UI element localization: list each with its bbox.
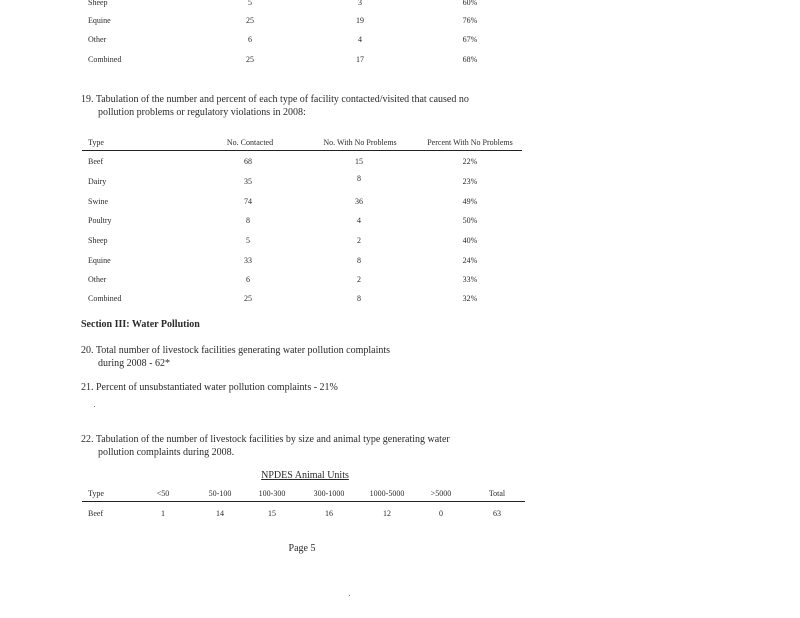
table-row-label: Dairy bbox=[88, 177, 107, 186]
table-cell: 4 bbox=[357, 216, 361, 225]
column-header: No. Contacted bbox=[226, 138, 274, 147]
column-header: No. With No Problems bbox=[323, 138, 397, 147]
table-cell: 25 bbox=[244, 294, 252, 303]
table-row-label: Swine bbox=[88, 197, 108, 206]
column-group-header: NPDES Animal Units bbox=[261, 470, 349, 481]
table-row-label: Poultry bbox=[88, 216, 112, 225]
column-header: Total bbox=[488, 489, 506, 498]
column-header: 50-100 bbox=[208, 489, 232, 498]
scan-speck bbox=[94, 406, 95, 407]
question-22-text-cont: pollution complaints during 2008. bbox=[98, 447, 235, 458]
table-row-label: Combined bbox=[88, 55, 122, 64]
table-cell: 16 bbox=[325, 509, 333, 518]
column-header: <50 bbox=[156, 489, 170, 498]
table-cell: 40% bbox=[462, 236, 478, 245]
table-cell: 6 bbox=[246, 275, 250, 284]
table-cell: 25 bbox=[246, 55, 254, 64]
table-cell: 76% bbox=[462, 16, 478, 25]
table-cell: 3 bbox=[358, 0, 362, 7]
question-19-text-cont: pollution problems or regulatory violations in 2008: bbox=[98, 107, 306, 118]
table-row-label: Other bbox=[88, 275, 107, 284]
table-row-label: Beef bbox=[88, 509, 104, 518]
table-cell: 63 bbox=[493, 509, 501, 518]
table-cell: 32% bbox=[462, 294, 478, 303]
column-header: 1000-5000 bbox=[369, 489, 405, 498]
header-rule bbox=[82, 150, 522, 151]
table-cell: 25 bbox=[246, 16, 254, 25]
table-cell: 35 bbox=[244, 177, 252, 186]
table-cell: 15 bbox=[355, 157, 363, 166]
table-cell: 49% bbox=[462, 197, 478, 206]
table-cell: 74 bbox=[244, 197, 252, 206]
table-row-label: Equine bbox=[88, 16, 111, 25]
table-cell: 2 bbox=[357, 236, 361, 245]
table-cell: 17 bbox=[356, 55, 364, 64]
table-cell: 8 bbox=[246, 216, 250, 225]
column-header: Percent With No Problems bbox=[427, 138, 513, 147]
question-22-text: 22. Tabulation of the number of livestock facilities by size and animal type generating water bbox=[81, 434, 450, 445]
table-cell: 68 bbox=[244, 157, 252, 166]
table-cell: 50% bbox=[462, 216, 478, 225]
table-cell: 0 bbox=[439, 509, 443, 518]
question-21-text: 21. Percent of unsubstantiated water pollution complaints - 21% bbox=[81, 382, 338, 393]
column-header: 100-300 bbox=[258, 489, 286, 498]
column-header: Type bbox=[88, 489, 104, 498]
column-header: 300-1000 bbox=[313, 489, 345, 498]
question-20-text: 20. Total number of livestock facilities generating water pollution complaints bbox=[81, 345, 391, 356]
question-20-text-cont: during 2008 - 62* bbox=[98, 358, 170, 369]
header-rule bbox=[82, 501, 525, 502]
table-cell: 33 bbox=[244, 256, 252, 265]
table-cell: 12 bbox=[383, 509, 391, 518]
question-19-text: 19. Tabulation of the number and percent of each type of facility contacted/visited that caused no bbox=[81, 94, 469, 105]
table-cell: 67% bbox=[462, 35, 478, 44]
table-row-label: Equine bbox=[88, 256, 111, 265]
table-cell: 33% bbox=[462, 275, 478, 284]
scan-speck bbox=[349, 595, 350, 596]
table-row-label: Beef bbox=[88, 157, 104, 166]
table-cell: 14 bbox=[216, 509, 224, 518]
table-cell: 2 bbox=[357, 275, 361, 284]
section-title: Section III: Water Pollution bbox=[81, 319, 200, 330]
table-row-label: Combined bbox=[88, 294, 122, 303]
table-cell: 19 bbox=[356, 16, 364, 25]
table-cell: 15 bbox=[268, 509, 276, 518]
table-cell: 5 bbox=[246, 236, 250, 245]
table-cell: 36 bbox=[355, 197, 363, 206]
table-cell: 4 bbox=[358, 35, 362, 44]
table-cell: 1 bbox=[161, 509, 165, 518]
table-cell: 6 bbox=[248, 35, 252, 44]
table-cell: 8 bbox=[357, 174, 361, 183]
table-cell: 23% bbox=[462, 177, 478, 186]
table-row-label: Sheep bbox=[88, 236, 108, 245]
table-cell: 24% bbox=[462, 256, 478, 265]
column-header: >5000 bbox=[430, 489, 452, 498]
column-header: Type bbox=[88, 138, 104, 147]
table-cell: 60% bbox=[462, 0, 478, 7]
table-cell: 8 bbox=[357, 256, 361, 265]
table-row-label: Other bbox=[88, 35, 107, 44]
table-row-label: Sheep bbox=[88, 0, 108, 7]
table-cell: 5 bbox=[248, 0, 252, 7]
page-number: Page 5 bbox=[288, 543, 316, 554]
table-cell: 68% bbox=[462, 55, 478, 64]
table-cell: 22% bbox=[462, 157, 478, 166]
table-cell: 8 bbox=[357, 294, 361, 303]
